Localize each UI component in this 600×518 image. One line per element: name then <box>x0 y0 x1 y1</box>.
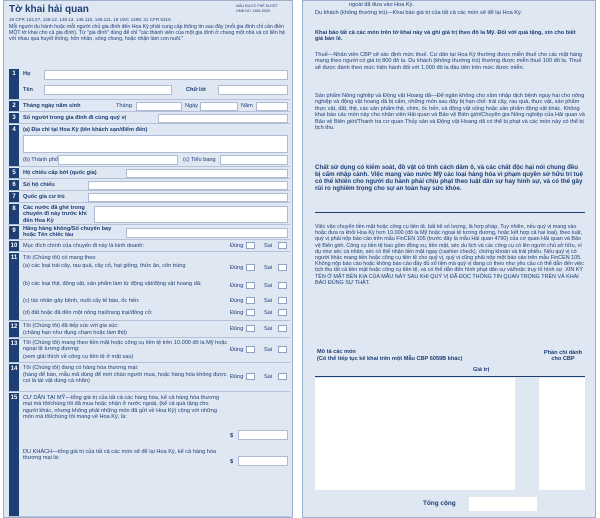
passport-number-label: Số hộ chiếu <box>23 182 55 188</box>
yes-label: Đúng <box>230 283 244 289</box>
no-label: Sai <box>264 283 273 289</box>
family-count-field[interactable] <box>158 114 288 123</box>
dob-day-label: Ngày <box>185 103 199 109</box>
dob-month-field[interactable] <box>136 102 182 111</box>
visitors-value-field[interactable] <box>238 456 288 466</box>
no-label: Sai <box>264 326 273 332</box>
middle-name-field[interactable] <box>218 85 288 95</box>
passport-number-field[interactable] <box>88 181 288 190</box>
business-yes-checkbox[interactable] <box>246 242 255 249</box>
no-label: Sai <box>264 265 273 271</box>
residence-country-label: Quốc gia cư trú <box>23 194 65 200</box>
family-count-label: Số người trong gia đình đi cùng quý vị <box>23 115 127 121</box>
question-10-business <box>8 241 290 252</box>
countries-visited-field[interactable] <box>94 206 288 223</box>
total-label: Tổng cộng <box>423 500 456 507</box>
dob-label: Tháng ngày năm sinh <box>23 103 81 109</box>
flight-label: Hãng hàng không/Số chuyến bay hoặc Tên chiếc tàu <box>23 226 112 239</box>
state-field[interactable] <box>220 155 288 165</box>
item-d-no-checkbox[interactable] <box>278 309 287 316</box>
yes-label: Đúng <box>230 243 244 249</box>
prohibited-warning: Chất sử dụng có kiểm soát, đồ vật có tính cách dâm ô, và các chất độc hại nói chung đều bị cấm nhập cảnh. Việc mang vào nước Mỹ các loại hàng hóa vi phạm quyền sở hữu trí tuệ có thể khiến cho người du hành phải chịu phạt theo luật dân sự hay hình sự, và có thể gây rủi ro nghiêm trọng cho sự an toàn hay sức khỏe. <box>315 164 583 192</box>
no-label: Sai <box>264 298 273 304</box>
livestock-yes-checkbox[interactable] <box>246 325 255 332</box>
item-b-label: (b) các loại thịt, động vật, sản phẩm làm từ động vật/động vật hoang dã: <box>23 281 202 287</box>
residence-country-field[interactable] <box>88 193 288 202</box>
question-number: 6 <box>9 180 19 190</box>
question-4-address <box>8 125 290 167</box>
last-name-label: Họ <box>23 71 31 77</box>
items-description-area[interactable] <box>315 378 515 490</box>
item-d-label: (d) đất hoặc đã đến một nông trại/trang trại/đồng cỏ: <box>23 310 153 316</box>
dob-year-field[interactable] <box>256 102 288 111</box>
item-b-no-checkbox[interactable] <box>278 282 287 289</box>
no-label: Sai <box>264 347 273 353</box>
dob-year-label: Năm <box>241 103 253 109</box>
dob-month-label: Tháng <box>116 103 132 109</box>
no-label: Sai <box>264 243 273 249</box>
omb-number: MẪU ĐƯỢC PHÊ DUYỆT OMB NO. 1651-0009 <box>236 4 278 13</box>
currency-notice: Việc vận chuyển tiền mặt hoặc công cụ tiền tệ, bất kể số lượng, là hợp pháp. Tuy nhiên, nếu quý vị mang vào hoặc đưa ra khỏi Hoa Kỳ hơn 10.000 (đô la Mỹ hoặc ngoại tệ tương đương, hoặc kết hợp cả hai loại), theo luật, quý vị phải nộp báo cáo trên mẫu FinCEN 105 (trước đây là mẫu Hải quan 4790) của cơ quan Hải quan và Bảo vệ Biên giới. Công cụ tiền tệ bao gồm đồng xu, tiền mặt, séc du lịch và các công cụ có lên người chủ sở hữu, vì dụ như séc cá nhân, séc có thể nhận tiền mặt ngay (cashier check), chứng khoán và trái phiếu. Nếu quý vị có người khác mang tiền hoặc công cụ tiền tệ cho quý vị, quý vị cũng phải nộp một báo cáo trên mẫu FinCEN 105. Không nộp báo cáo hoặc không báo cáo đầy đủ số tiền mà quý vị đang có theo như yêu cầu có thể dẫn đến việc tịch thu tất cả tiền mặt hoặc công cụ tiền tệ, và có thể dẫn đến hình phạt dân sự và/hoặc truy tố hình sự. XIN KÝ TÊN Ở MẶT BÊN KIA CỦA MẪU NÀY SAU KHI QUÝ VỊ ĐÃ ĐỌC THÔNG TIN QUAN TRỌNG TRÊN VÀ KHAI BÁO ĐÚNG SỰ THẬT. <box>315 224 584 286</box>
question-number: 7 <box>9 192 19 202</box>
question-number: 14 <box>9 364 19 391</box>
question-number: 15 <box>9 393 19 516</box>
question-7-residence <box>8 192 290 203</box>
question-1-name <box>8 69 290 100</box>
item-d-yes-checkbox[interactable] <box>246 309 255 316</box>
question-8-countries-visited <box>8 204 290 225</box>
currency-sub-label: (xem giải thích về công cụ tiền tệ ở mặt sau) <box>23 354 134 360</box>
value-column-area <box>519 378 537 490</box>
duty-paragraph: Thuế—Nhân viên CBP sẽ xác định mức thuế. Cư dân tại Hoa Kỳ thường được miễn thuế cho các mặt hàng mang theo người có giá trị 800 đô la. Du khách (không thường trú) thường được miễn thuế 100 đô la. Thuế sẽ được đánh theo mức hiện hành đối với 1.000 đô la đầu tiên trên mức được miễn. <box>315 52 583 71</box>
first-name-field[interactable] <box>44 85 172 95</box>
declaration-front-page <box>3 0 293 518</box>
item-b-yes-checkbox[interactable] <box>246 282 255 289</box>
form-title: Tờ khai hải quan <box>9 4 89 15</box>
residents-value-field[interactable] <box>238 430 288 440</box>
items-description-subheader: (Có thể tiếp tục kê khai trên một Mẫu CBP 6059B khác) <box>317 356 463 362</box>
currency-no-checkbox[interactable] <box>278 346 287 353</box>
currency-label: Tôi (Chúng tôi) mang theo tiền mặt hoặc công cụ tiền tệ trên 10.000 đô la Mỹ hoặc ngoại tệ tương đương: <box>23 340 228 353</box>
question-number: 2 <box>9 101 19 111</box>
total-value-field[interactable] <box>469 497 537 511</box>
commercial-no-checkbox[interactable] <box>278 373 287 380</box>
declare-paragraph: Khai báo tất cả các món trên tờ khai này và ghi giá trị theo đô la Mỹ. Đối với quà tặng, xin cho biết giá bán lẻ. <box>315 30 576 43</box>
no-label: Sai <box>264 310 273 316</box>
business-purpose-label: Mục đích chính của chuyến đi này là kinh doanh: <box>23 243 144 249</box>
item-c-no-checkbox[interactable] <box>278 297 287 304</box>
first-name-label: Tên <box>23 87 33 93</box>
flight-field[interactable] <box>126 228 288 238</box>
item-a-yes-checkbox[interactable] <box>246 264 255 271</box>
currency-yes-checkbox[interactable] <box>246 346 255 353</box>
commercial-sub-label: (hàng để bán, mẫu mã dùng để mời chào người mua, hoặc hàng hóa không được coi là tài vật dùng cá nhân) <box>23 372 227 385</box>
visitors-currency-symbol: $ <box>230 459 234 465</box>
yes-label: Đúng <box>230 374 244 380</box>
question-15-value <box>8 393 290 517</box>
question-number: 13 <box>9 339 19 362</box>
yes-label: Đúng <box>230 326 244 332</box>
dob-day-field[interactable] <box>200 102 238 111</box>
commercial-yes-checkbox[interactable] <box>246 373 255 380</box>
residents-currency-symbol: $ <box>230 433 234 439</box>
residents-value-label: CƯ DÂN TẠI MỸ—tổng giá trị của tất cả các hàng hóa, kể cả hàng hóa thương mại mà tôi/chúng tôi đã mua hoặc nhận ở nước ngoài, (kể cả quà tặng cho người khác, nhưng không phải những món đã gửi về Hoa Kỳ) cộng với những món mà tôi/chúng tôi mang về Hoa Kỳ, là: <box>23 395 220 421</box>
question-5-passport-country <box>8 168 290 179</box>
middle-name-label: Chữ lót <box>186 87 206 93</box>
passport-country-label: Hộ chiếu cấp bởi (quốc gia) <box>23 170 97 176</box>
livestock-sub-label: (chăng hạn như đụng chạm hoặc làm thịt) <box>23 330 127 336</box>
question-number: 12 <box>9 322 19 337</box>
question-13-currency <box>8 339 290 363</box>
us-address-field[interactable] <box>23 135 288 153</box>
cbp-use-header: Phần chỉ dành cho CBP <box>543 350 583 363</box>
countries-visited-label: Các nước đã ghé trong chuyến đi này trước khi đến Hoa Kỳ <box>23 205 87 224</box>
no-label: Sai <box>264 374 273 380</box>
us-address-label: (a) Địa chỉ tại Hoa Kỳ (tên khách sạn/điểm đến) <box>23 127 148 133</box>
question-number: 11 <box>9 253 19 320</box>
question-12-livestock <box>8 322 290 338</box>
question-number: 3 <box>9 113 19 123</box>
section-divider <box>315 212 585 213</box>
yes-label: Đúng <box>230 310 244 316</box>
visitors-paragraph: Du khách (không thường trú)—Khai báo giá trị của tất cả các món sẽ để lại Hoa Kỳ. <box>315 10 523 16</box>
table-header-divider <box>315 376 585 377</box>
yes-label: Đúng <box>230 265 244 271</box>
intro-text: Mỗi người du hành hoặc mỗi người chủ gia đình đến Hoa Kỳ phải cung cấp thông tin sau đây (mỗi gia đình chỉ cần điền MỘT tờ khai cho cả gia đình). Từ "gia đình" dùng để chỉ "các thành viên của một gia đình ở chung một nhà và có liên hệ với nhau qua huyết thống, hôn nhân, sống chung, hoặc nhận làm con nuôi." <box>9 24 286 42</box>
question-number: 9 <box>9 226 19 239</box>
question-number: 8 <box>9 204 19 224</box>
cbp-use-area[interactable] <box>539 378 585 490</box>
livestock-no-checkbox[interactable] <box>278 325 287 332</box>
livestock-label: Tôi (Chúng tôi) đã tiếp xúc với gia súc: <box>23 323 119 329</box>
item-c-label: (c) tác nhân gây bệnh, nuôi cấy tế bào, ốc hến: <box>23 298 140 304</box>
agriculture-paragraph: Sản phẩm Nông nghiệp và Động vật Hoang dã—Để ngăn không cho xâm nhập dịch bệnh nguy hại cho nông nghiệp và động vật hoang dã bị cấm, những món sau đây bị hạn chế: trái cây, rau quả, thực vật, sản phẩm thực vật, đất, thịt, các sản phẩm thịt, chim, ốc hến, và động vật sống hoặc sản phẩm động vật khác. Không khai báo các món này cho nhân viên Hải quan và Bảo vệ Biên giới/Chuyên gia Nông nghiệp của Hải quan và Bảo vệ Biên giới/Thanh tra cơ quan Thủy sản và Động vật Hoang dã có thể bị phạt và các món này có thể bị tịch thu. <box>315 93 585 132</box>
state-label: (c) Tiểu bang <box>183 157 216 163</box>
yes-label: Đúng <box>230 298 244 304</box>
items-intro-label: Tôi (Chúng tôi) có mang theo <box>23 255 96 261</box>
question-9-flight <box>8 226 290 240</box>
question-14-commercial <box>8 364 290 392</box>
items-description-header: Mô tả các món <box>317 349 356 355</box>
passport-country-field[interactable] <box>126 169 288 178</box>
question-number: 10 <box>10 243 18 249</box>
declaration-back-page <box>302 0 596 518</box>
business-no-checkbox[interactable] <box>278 242 287 249</box>
question-number: 4 <box>9 125 19 166</box>
item-c-yes-checkbox[interactable] <box>246 297 255 304</box>
value-header: Giá trị <box>473 367 490 373</box>
question-2-dob <box>8 101 290 112</box>
city-label: (b) Thành phố <box>23 157 59 163</box>
cfr-reference: 19 CFR 122.27, 148.12, 148.13, 148.110, 148.111, 19 USC 1498; 31 CFR 5316 <box>9 17 171 22</box>
question-6-passport-number <box>8 180 290 191</box>
question-11-items <box>8 253 290 321</box>
question-number: 1 <box>9 69 19 99</box>
yes-label: Đúng <box>230 347 244 353</box>
item-a-no-checkbox[interactable] <box>278 264 287 271</box>
visitors-value-label: DU KHÁCH—tổng giá trị của tất cả các món sẽ để lại Hoa Kỳ, kể cả hàng hóa thương mại là: <box>23 449 217 462</box>
city-field[interactable] <box>58 155 178 165</box>
top-continuation-text: ngoài đã đưa vào Hoa Kỳ. <box>349 2 415 8</box>
question-3-family <box>8 113 290 124</box>
question-number: 5 <box>9 168 19 178</box>
last-name-field[interactable] <box>44 70 288 80</box>
commercial-label: Tôi (Chúng tôi) đang có hàng hóa thương mại: <box>23 365 139 371</box>
item-a-label: (a) các loại trái cây, rau quả, cây cỏ, hạt giống, thức ăn, côn trùng <box>23 263 186 269</box>
